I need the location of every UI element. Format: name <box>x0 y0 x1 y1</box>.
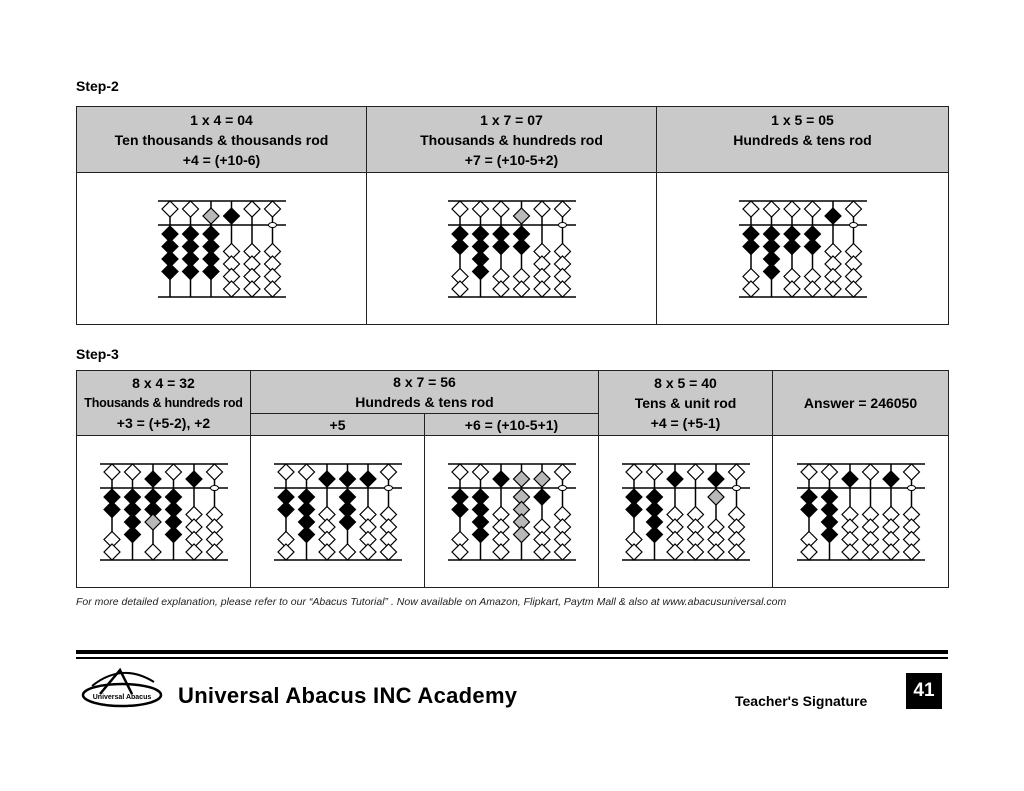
upper-bead <box>845 201 861 217</box>
upper-bead <box>784 201 800 217</box>
lower-bead <box>339 544 355 560</box>
upper-bead <box>743 201 759 217</box>
lower-bead <box>903 544 919 560</box>
upper-bead <box>801 464 817 480</box>
lower-bead <box>626 544 642 560</box>
upper-bead <box>667 471 683 487</box>
lower-bead <box>804 281 820 297</box>
lower-bead <box>104 501 120 517</box>
lower-bead <box>534 489 550 505</box>
lower-bead <box>743 238 759 254</box>
lower-bead <box>626 501 642 517</box>
upper-bead <box>493 471 509 487</box>
lower-bead <box>493 544 509 560</box>
step-3-table <box>76 370 949 588</box>
lower-bead <box>186 544 202 560</box>
upper-bead <box>883 471 899 487</box>
lower-bead <box>278 544 294 560</box>
footer-divider <box>76 657 948 659</box>
lower-bead <box>452 281 468 297</box>
lower-bead <box>821 526 837 542</box>
upper-bead <box>903 464 919 480</box>
header-line: Thousands & hundreds rod <box>420 131 603 148</box>
upper-bead <box>206 464 222 480</box>
step-3-header-3 <box>599 371 773 436</box>
upper-bead <box>124 464 140 480</box>
header-line: 8 x 7 = 56 <box>393 374 456 390</box>
abacus-diagram <box>446 460 578 564</box>
upper-bead <box>646 464 662 480</box>
lower-bead <box>452 501 468 517</box>
upper-bead <box>554 201 570 217</box>
header-line: +7 = (+10-5+2) <box>464 151 559 168</box>
step-3-label: Step-3 <box>76 346 119 362</box>
step-3-header-1 <box>77 371 251 436</box>
header-line: Thousands & hundreds rod <box>84 396 243 410</box>
step-3-header-2 <box>251 371 599 414</box>
upper-bead <box>104 464 120 480</box>
abacus-diagram <box>620 460 752 564</box>
lower-bead <box>804 238 820 254</box>
upper-bead <box>708 471 724 487</box>
upper-bead <box>186 471 202 487</box>
logo-text: Universal Abacus <box>92 694 152 701</box>
lower-bead <box>124 526 140 542</box>
upper-bead <box>763 201 779 217</box>
upper-bead <box>804 201 820 217</box>
upper-bead <box>223 208 239 224</box>
abacus-diagram <box>98 460 230 564</box>
upper-bead <box>145 471 161 487</box>
header-line: +6 = (+10-5+1) <box>464 416 559 433</box>
upper-bead <box>472 201 488 217</box>
lower-bead <box>513 526 529 542</box>
upper-bead <box>339 471 355 487</box>
upper-bead <box>534 471 550 487</box>
lower-bead <box>784 238 800 254</box>
header-line: Tens & unit rod <box>634 395 737 411</box>
header-line: Hundreds & tens rod <box>733 132 872 148</box>
step-2-label: Step-2 <box>76 78 119 94</box>
lower-bead <box>472 263 488 279</box>
upper-bead <box>534 201 550 217</box>
page-number: 41 <box>906 673 942 709</box>
upper-bead <box>472 464 488 480</box>
lower-bead <box>162 263 178 279</box>
header-line: +4 = (+5-1) <box>650 415 721 431</box>
lower-bead <box>452 544 468 560</box>
upper-bead <box>162 201 178 217</box>
upper-bead <box>821 464 837 480</box>
upper-bead <box>452 464 468 480</box>
lower-bead <box>667 544 683 560</box>
lower-bead <box>360 544 376 560</box>
upper-bead <box>182 201 198 217</box>
lower-bead <box>493 238 509 254</box>
lower-bead <box>845 281 861 297</box>
lower-bead <box>206 544 222 560</box>
step-3-answer-header <box>773 371 949 436</box>
lower-bead <box>319 544 335 560</box>
lower-bead <box>801 544 817 560</box>
upper-bead <box>862 464 878 480</box>
step-3-subheader-1 <box>251 414 425 436</box>
header-line: 8 x 4 = 32 <box>132 375 195 391</box>
step-3-subheader-2 <box>425 414 599 436</box>
upper-bead <box>452 201 468 217</box>
upper-bead <box>728 464 744 480</box>
abacus-diagram <box>795 460 927 564</box>
upper-bead <box>626 464 642 480</box>
step-2-header-3 <box>657 107 949 173</box>
upper-bead <box>165 464 181 480</box>
lower-bead <box>534 281 550 297</box>
lower-bead <box>165 526 181 542</box>
upper-bead <box>825 208 841 224</box>
lower-bead <box>182 263 198 279</box>
header-line: 1 x 7 = 07 <box>480 111 543 128</box>
upper-bead <box>319 471 335 487</box>
lower-bead <box>145 514 161 530</box>
upper-bead <box>513 471 529 487</box>
lower-bead <box>801 501 817 517</box>
lower-bead <box>203 263 219 279</box>
upper-bead <box>842 471 858 487</box>
step-2-header-2 <box>367 107 657 173</box>
lower-bead <box>554 281 570 297</box>
step-2-header-1 <box>77 107 367 173</box>
footnote: For more detailed explanation, please refer to our “Abacus Tutorial” . Now available on Amazon, Flipkart, Paytm Mall & also at www.abacusuniversal.com <box>76 596 787 608</box>
lower-bead <box>862 544 878 560</box>
header-line: +3 = (+5-2), +2 <box>116 415 211 431</box>
lower-bead <box>743 281 759 297</box>
lower-bead <box>104 544 120 560</box>
upper-bead <box>203 208 219 224</box>
header-line: 1 x 5 = 05 <box>771 112 834 128</box>
upper-bead <box>244 201 260 217</box>
header-line: 8 x 5 = 40 <box>654 375 717 391</box>
header-line: Ten thousands & thousands rod <box>114 131 329 148</box>
academy-name: Universal Abacus INC Academy <box>178 683 518 708</box>
lower-bead <box>687 544 703 560</box>
header-line: 1 x 4 = 04 <box>190 111 253 128</box>
upper-bead <box>360 471 376 487</box>
footer-divider <box>76 650 948 654</box>
header-line: Hundreds & tens rod <box>355 394 494 410</box>
lower-bead <box>883 544 899 560</box>
lower-bead <box>708 544 724 560</box>
lower-bead <box>513 238 529 254</box>
upper-bead <box>278 464 294 480</box>
lower-bead <box>452 238 468 254</box>
lower-bead <box>380 544 396 560</box>
academy-logo <box>80 664 164 710</box>
lower-bead <box>728 544 744 560</box>
lower-bead <box>278 501 294 517</box>
upper-bead <box>264 201 280 217</box>
abacus-diagram <box>156 197 288 301</box>
lower-bead <box>223 281 239 297</box>
upper-bead <box>554 464 570 480</box>
lower-bead <box>842 544 858 560</box>
step-2-table <box>76 106 949 325</box>
answer-text: Answer = 246050 <box>803 395 918 411</box>
upper-bead <box>298 464 314 480</box>
abacus-diagram <box>446 197 578 301</box>
lower-bead <box>534 544 550 560</box>
upper-bead <box>380 464 396 480</box>
lower-bead <box>472 526 488 542</box>
header-line: +5 <box>329 416 346 433</box>
abacus-diagram <box>737 197 869 301</box>
lower-bead <box>264 281 280 297</box>
lower-bead <box>145 544 161 560</box>
header-line: +4 = (+10-6) <box>182 151 261 168</box>
lower-bead <box>825 281 841 297</box>
lower-bead <box>763 263 779 279</box>
lower-bead <box>339 514 355 530</box>
upper-bead <box>493 201 509 217</box>
lower-bead <box>708 489 724 505</box>
teachers-signature-label: Teacher's Signature <box>735 693 868 709</box>
lower-bead <box>513 281 529 297</box>
lower-bead <box>298 526 314 542</box>
lower-bead <box>244 281 260 297</box>
upper-bead <box>687 464 703 480</box>
upper-bead <box>513 208 529 224</box>
lower-bead <box>646 526 662 542</box>
lower-bead <box>493 281 509 297</box>
lower-bead <box>554 544 570 560</box>
abacus-diagram <box>272 460 404 564</box>
lower-bead <box>784 281 800 297</box>
